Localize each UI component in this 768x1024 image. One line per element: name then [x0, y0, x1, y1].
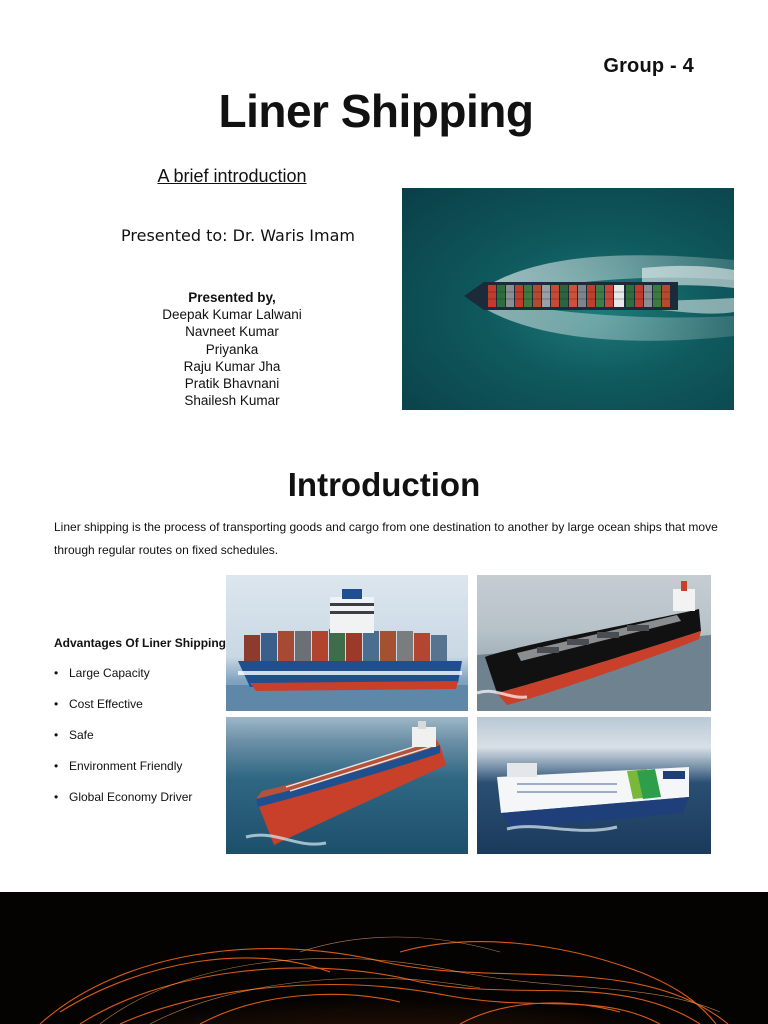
- list-item: • Environment Friendly: [54, 759, 183, 773]
- presenters-block: [132, 289, 332, 409]
- presenter-name: Pratik Bhavnani: [184, 376, 280, 392]
- group-label: Group - 4: [603, 55, 694, 77]
- container-ship-aerial-photo: [402, 188, 734, 410]
- introduction-paragraph: Liner shipping is the process of transporting goods and cargo from one destination to another by large ocean ships that move through regular routes on fixed schedules.: [54, 520, 718, 557]
- container-ship-photo: [226, 575, 468, 711]
- presenter-name: Raju Kumar Jha: [183, 358, 281, 374]
- list-item: • Large Capacity: [54, 666, 150, 680]
- tanker-ship-photo: [226, 717, 468, 854]
- page-title: Liner Shipping: [218, 85, 534, 137]
- presenter-name: Navneet Kumar: [185, 324, 279, 340]
- introduction-heading: Introduction: [287, 466, 481, 503]
- bulk-carrier-photo: [477, 575, 711, 711]
- subtitle: A brief introduction: [157, 166, 307, 186]
- list-item: • Cost Effective: [54, 697, 143, 711]
- list-item: • Global Economy Driver: [54, 790, 193, 804]
- presented-to: Presented to: Dr. Waris Imam: [121, 226, 355, 245]
- world-shipping-routes-map: [0, 892, 768, 1024]
- advantages-list: [54, 666, 192, 821]
- presenter-name: Deepak Kumar Lalwani: [162, 307, 302, 323]
- presenters-heading: Presented by,: [188, 290, 276, 305]
- car-carrier-ship-photo: [477, 717, 711, 854]
- advantages-heading: Advantages Of Liner Shipping: [54, 636, 227, 650]
- presenter-name: Shailesh Kumar: [184, 393, 280, 409]
- list-item: • Safe: [54, 728, 94, 742]
- presenter-name: Priyanka: [205, 341, 259, 357]
